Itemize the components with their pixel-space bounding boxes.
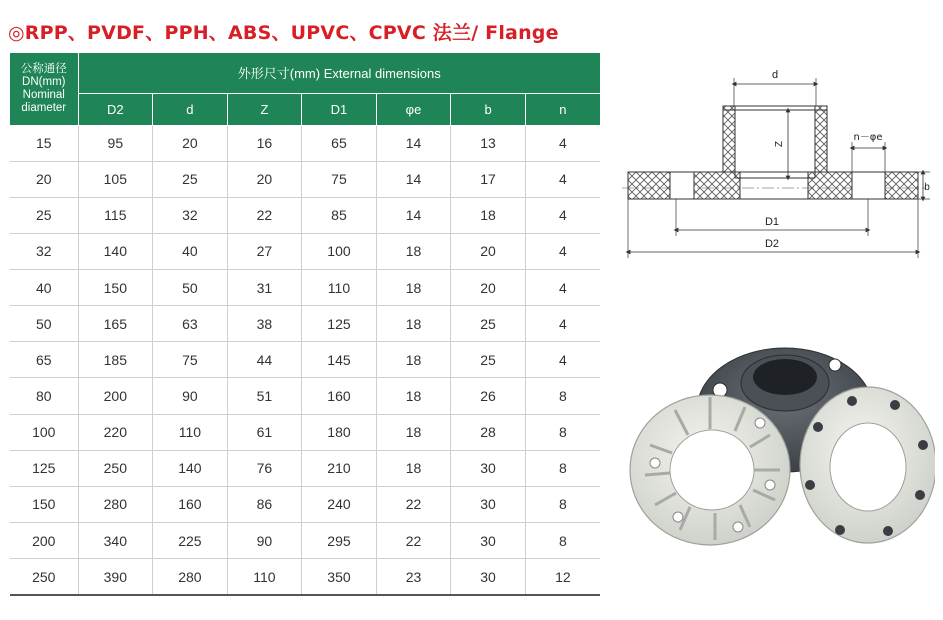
page-title: ◎RPP、PVDF、PPH、ABS、UPVC、CPVC 法兰/ Flange xyxy=(8,22,559,44)
nominal-diameter-cell: 80 xyxy=(10,378,78,414)
dimension-cell: 100 xyxy=(302,233,377,269)
column-header: Z xyxy=(227,93,302,125)
dimension-cell: 22 xyxy=(376,486,451,522)
dimension-cell: 200 xyxy=(78,378,153,414)
column-header: D1 xyxy=(302,93,377,125)
dimension-cell: 95 xyxy=(78,125,153,161)
dimension-cell: 8 xyxy=(525,450,600,486)
dimension-cell: 22 xyxy=(376,523,451,559)
dimension-cell: 390 xyxy=(78,559,153,595)
dimension-cell: 61 xyxy=(227,414,302,450)
dimension-cell: 90 xyxy=(227,523,302,559)
nominal-diameter-cell: 15 xyxy=(10,125,78,161)
dimension-cell: 18 xyxy=(376,306,451,342)
dimension-cell: 31 xyxy=(227,270,302,306)
dimension-cell: 4 xyxy=(525,342,600,378)
column-header: n xyxy=(525,93,600,125)
dimension-cell: 38 xyxy=(227,306,302,342)
dimension-cell: 28 xyxy=(451,414,526,450)
dimension-cell: 125 xyxy=(302,306,377,342)
dimension-cell: 150 xyxy=(78,270,153,306)
dimension-cell: 13 xyxy=(451,125,526,161)
dimension-cell: 27 xyxy=(227,233,302,269)
dimension-cell: 18 xyxy=(376,342,451,378)
dimension-cell: 8 xyxy=(525,523,600,559)
dimension-cell: 250 xyxy=(78,450,153,486)
dimension-cell: 20 xyxy=(451,233,526,269)
nominal-diameter-cell: 50 xyxy=(10,306,78,342)
dimension-cell: 16 xyxy=(227,125,302,161)
dimension-cell: 14 xyxy=(376,197,451,233)
dimension-cell: 8 xyxy=(525,378,600,414)
dimension-cell: 20 xyxy=(153,125,228,161)
nominal-diameter-cell: 65 xyxy=(10,342,78,378)
label-d1: D1 xyxy=(764,216,780,228)
label-hole: n－φe xyxy=(853,132,883,143)
dimension-cell: 25 xyxy=(451,342,526,378)
dimension-cell: 115 xyxy=(78,197,153,233)
table-row xyxy=(10,559,600,595)
table-row xyxy=(10,450,600,486)
dimension-cell: 225 xyxy=(153,523,228,559)
dimension-cell: 32 xyxy=(153,197,228,233)
dimension-cell: 145 xyxy=(302,342,377,378)
dimension-cell: 8 xyxy=(525,414,600,450)
dimension-cell: 63 xyxy=(153,306,228,342)
dimension-cell: 18 xyxy=(376,450,451,486)
label-b: b xyxy=(924,182,930,193)
dimension-cell: 30 xyxy=(451,486,526,522)
dimension-cell: 30 xyxy=(451,559,526,595)
dimension-cell: 44 xyxy=(227,342,302,378)
dimension-cell: 4 xyxy=(525,125,600,161)
table-row xyxy=(10,523,600,559)
label-d2: D2 xyxy=(764,238,780,250)
dimension-cell: 4 xyxy=(525,233,600,269)
dimension-cell: 12 xyxy=(525,559,600,595)
nominal-diameter-cell: 250 xyxy=(10,559,78,595)
dimension-cell: 210 xyxy=(302,450,377,486)
dimension-cell: 4 xyxy=(525,270,600,306)
dimension-cell: 23 xyxy=(376,559,451,595)
table-row xyxy=(10,270,600,306)
nominal-diameter-cell: 32 xyxy=(10,233,78,269)
flange-product-photo-icon xyxy=(620,335,935,560)
dimension-cell: 90 xyxy=(153,378,228,414)
dimension-cell: 110 xyxy=(153,414,228,450)
dimension-cell: 4 xyxy=(525,306,600,342)
dimension-cell: 18 xyxy=(376,378,451,414)
nominal-diameter-cell: 125 xyxy=(10,450,78,486)
column-header: d xyxy=(153,93,228,125)
dimension-cell: 165 xyxy=(78,306,153,342)
flange-cross-section-drawing xyxy=(620,60,930,265)
dimension-cell: 25 xyxy=(153,161,228,197)
table-row xyxy=(10,342,600,378)
dimension-cell: 110 xyxy=(227,559,302,595)
dimension-cell: 280 xyxy=(153,559,228,595)
dimension-cell: 75 xyxy=(153,342,228,378)
column-header: D2 xyxy=(78,93,153,125)
table-row xyxy=(10,161,600,197)
dimension-cell: 30 xyxy=(451,523,526,559)
dimension-cell: 20 xyxy=(227,161,302,197)
dimension-cell: 18 xyxy=(376,233,451,269)
dimension-cell: 85 xyxy=(302,197,377,233)
dimension-cell: 8 xyxy=(525,486,600,522)
table-row xyxy=(10,306,600,342)
dimension-cell: 75 xyxy=(302,161,377,197)
dimension-cell: 25 xyxy=(451,306,526,342)
dimension-cell: 76 xyxy=(227,450,302,486)
dimension-cell: 14 xyxy=(376,161,451,197)
dimension-cell: 220 xyxy=(78,414,153,450)
dimension-cell: 280 xyxy=(78,486,153,522)
nominal-diameter-cell: 40 xyxy=(10,270,78,306)
dimension-cell: 30 xyxy=(451,450,526,486)
nominal-diameter-cell: 20 xyxy=(10,161,78,197)
nominal-diameter-cell: 100 xyxy=(10,414,78,450)
dimension-cell: 350 xyxy=(302,559,377,595)
dimension-cell: 86 xyxy=(227,486,302,522)
dimension-cell: 4 xyxy=(525,161,600,197)
external-dimensions-header: 外形尺寸(mm) External dimensions xyxy=(78,53,600,93)
dimension-cell: 51 xyxy=(227,378,302,414)
dimension-cell: 4 xyxy=(525,197,600,233)
dimension-cell: 20 xyxy=(451,270,526,306)
table-row xyxy=(10,233,600,269)
dimension-cell: 140 xyxy=(78,233,153,269)
nominal-diameter-cell: 200 xyxy=(10,523,78,559)
dimension-cell: 40 xyxy=(153,233,228,269)
column-header: φe xyxy=(376,93,451,125)
dimension-cell: 65 xyxy=(302,125,377,161)
label-d: d xyxy=(771,69,779,81)
table-row xyxy=(10,414,600,450)
table-row xyxy=(10,125,600,161)
column-header: b xyxy=(451,93,526,125)
dimension-cell: 160 xyxy=(153,486,228,522)
dimension-cell: 140 xyxy=(153,450,228,486)
dimension-cell: 14 xyxy=(376,125,451,161)
nominal-diameter-cell: 25 xyxy=(10,197,78,233)
dimension-cell: 22 xyxy=(227,197,302,233)
flange-dimension-table xyxy=(10,53,600,596)
nominal-diameter-header: 公称通径 DN(mm) Nominal diameter xyxy=(10,53,78,125)
dimension-cell: 180 xyxy=(302,414,377,450)
dimension-cell: 340 xyxy=(78,523,153,559)
dimension-cell: 50 xyxy=(153,270,228,306)
dimension-cell: 105 xyxy=(78,161,153,197)
table-row xyxy=(10,197,600,233)
dimension-cell: 185 xyxy=(78,342,153,378)
dimension-cell: 240 xyxy=(302,486,377,522)
table-row xyxy=(10,378,600,414)
dimension-cell: 18 xyxy=(451,197,526,233)
dimension-cell: 295 xyxy=(302,523,377,559)
dimension-cell: 110 xyxy=(302,270,377,306)
dimension-cell: 26 xyxy=(451,378,526,414)
dimension-cell: 18 xyxy=(376,414,451,450)
dimension-cell: 17 xyxy=(451,161,526,197)
label-z: Z xyxy=(774,140,785,148)
dimension-cell: 160 xyxy=(302,378,377,414)
table-row xyxy=(10,486,600,522)
dimension-cell: 18 xyxy=(376,270,451,306)
nominal-diameter-cell: 150 xyxy=(10,486,78,522)
